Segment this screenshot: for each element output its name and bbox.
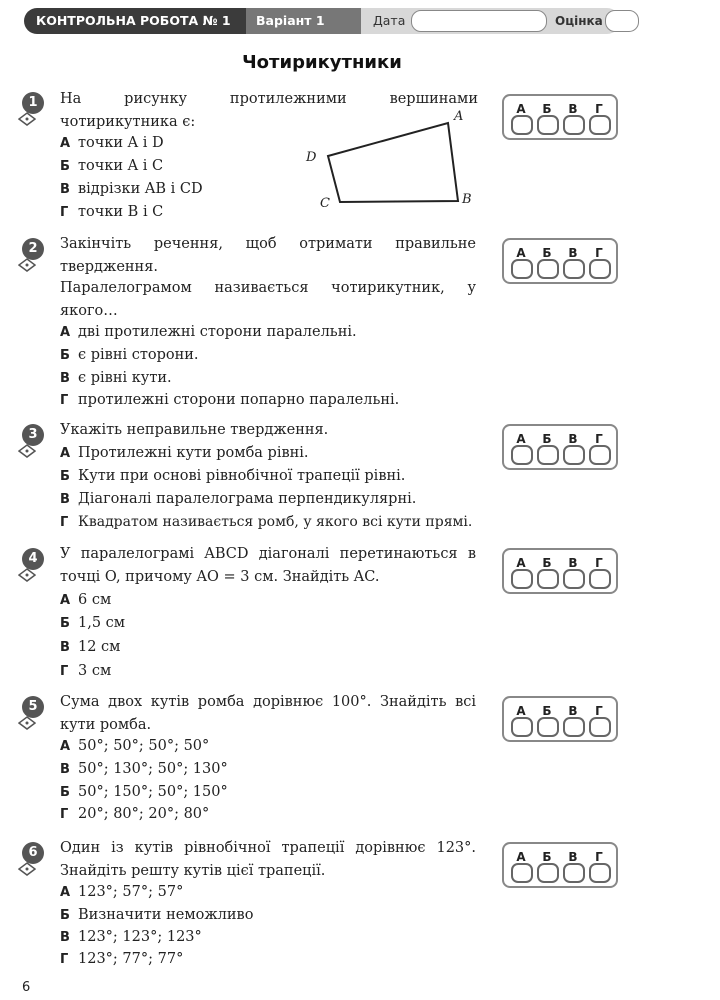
answer-cell[interactable] [589, 717, 611, 737]
answer-cell[interactable] [563, 569, 585, 589]
option-b: Б Визначити неможливо [60, 907, 254, 923]
answer-cell[interactable] [511, 569, 533, 589]
diamond-icon [18, 716, 36, 730]
test-header [24, 8, 620, 34]
option-a: А 6 см [60, 592, 112, 608]
task-number: 6 [22, 842, 44, 864]
answer-grid: А Б В Г [502, 238, 618, 284]
answer-grid: А Б В Г [502, 548, 618, 594]
answer-cell[interactable] [537, 863, 559, 883]
answer-grid: А Б В Г [502, 842, 618, 888]
answer-cell[interactable] [589, 259, 611, 279]
answer-cell[interactable] [511, 863, 533, 883]
answer-cell[interactable] [563, 863, 585, 883]
page-number: 6 [22, 980, 31, 995]
option-d: Г точки B і C [60, 204, 164, 220]
task-number: 1 [22, 92, 44, 114]
answer-grid: А Б В Г [502, 696, 618, 742]
vertex-d-label: D [306, 150, 317, 165]
option-a: А 123°; 57°; 57° [60, 884, 184, 900]
grade-label: Оцінка [555, 14, 603, 28]
answer-grid: А Б В Г [502, 94, 618, 140]
diamond-icon [18, 258, 36, 272]
task-number: 2 [22, 238, 44, 260]
task-number: 4 [22, 548, 44, 570]
option-b: Б 1,5 см [60, 615, 126, 631]
answer-cell[interactable] [511, 445, 533, 465]
answer-cell[interactable] [563, 115, 585, 135]
answer-cell[interactable] [537, 569, 559, 589]
option-a: А точки A і D [60, 135, 164, 151]
answer-cell[interactable] [537, 717, 559, 737]
date-field[interactable] [411, 10, 547, 32]
option-b: Б є рівні сторони. [60, 347, 199, 363]
question-text: Закінчіть речення, щоб отримати правильне твердження. [60, 236, 476, 275]
question-text: На рисунку протилежними вершинами чотирикутника є: [60, 91, 478, 130]
test-title: КОНТРОЛЬНА РОБОТА № 1 [24, 8, 246, 34]
answer-cell[interactable] [563, 259, 585, 279]
option-c: В 123°; 123°; 123° [60, 929, 202, 945]
option-c: В 12 см [60, 639, 121, 655]
date-label: Дата [373, 13, 406, 28]
vertex-c-label: C [320, 196, 330, 211]
header-fields [361, 8, 620, 34]
answer-cell[interactable] [563, 445, 585, 465]
question-text: У паралелограмі ABCD діагоналі перетинаються в точці O, причому AO = 3 см. Знайдіть AC. [60, 546, 476, 585]
option-c: Б 50°; 150°; 50°; 150° [60, 784, 228, 800]
option-c: В відрізки AB і CD [60, 181, 203, 197]
option-c: В Діагоналі паралелограма перпендикулярні. [60, 491, 417, 507]
question-text-2: Паралелограмом називається чотирикутник, у якого… [60, 280, 476, 319]
option-a: А Протилежні кути ромба рівні. [60, 445, 309, 461]
answer-cell[interactable] [563, 717, 585, 737]
answer-cell[interactable] [511, 115, 533, 135]
option-a: А 50°; 50°; 50°; 50° [60, 738, 210, 754]
answer-cell[interactable] [589, 569, 611, 589]
task-number: 5 [22, 696, 44, 718]
option-d: Г протилежні сторони попарно паралельні. [60, 392, 400, 408]
answer-cell[interactable] [589, 445, 611, 465]
answer-cell[interactable] [511, 717, 533, 737]
option-d: Г Квадратом називається ромб, у якого всі кути прямі. [60, 514, 473, 530]
question-text: Укажіть неправильне твердження. [60, 422, 329, 438]
answer-grid: А Б В Г [502, 424, 618, 470]
variant-label: Варіант 1 [246, 8, 361, 34]
option-a: А дві протилежні сторони паралельні. [60, 324, 357, 340]
question-text: Один із кутів рівнобічної трапеції дорівнює 123°. Знайдіть решту кутів цієї трапеції. [60, 840, 476, 879]
question-text: Сума двох кутів ромба дорівнює 100°. Знайдіть всі кути ромба. [60, 694, 476, 733]
option-c: В є рівні кути. [60, 370, 172, 386]
option-d: Г 3 см [60, 663, 112, 679]
grade-field[interactable] [605, 10, 639, 32]
option-b: Б Кути при основі рівнобічної трапеції рівні. [60, 468, 406, 484]
option-d: Г 123°; 77°; 77° [60, 951, 184, 967]
diamond-icon [18, 444, 36, 458]
answer-cell[interactable] [589, 115, 611, 135]
task-number: 3 [22, 424, 44, 446]
answer-cell[interactable] [537, 259, 559, 279]
page-title: Чотирикутники [242, 52, 402, 73]
option-b: Б точки A і C [60, 158, 164, 174]
diamond-icon [18, 568, 36, 582]
vertex-b-label: B [462, 192, 472, 207]
option-b: В 50°; 130°; 50°; 130° [60, 761, 228, 777]
vertex-a-label: A [454, 109, 464, 124]
answer-cell[interactable] [589, 863, 611, 883]
answer-cell[interactable] [537, 115, 559, 135]
answer-cell[interactable] [537, 445, 559, 465]
diamond-icon [18, 862, 36, 876]
option-d: Г 20°; 80°; 20°; 80° [60, 806, 210, 822]
answer-cell[interactable] [511, 259, 533, 279]
quadrilateral-figure [300, 106, 480, 220]
diamond-icon [18, 112, 36, 126]
